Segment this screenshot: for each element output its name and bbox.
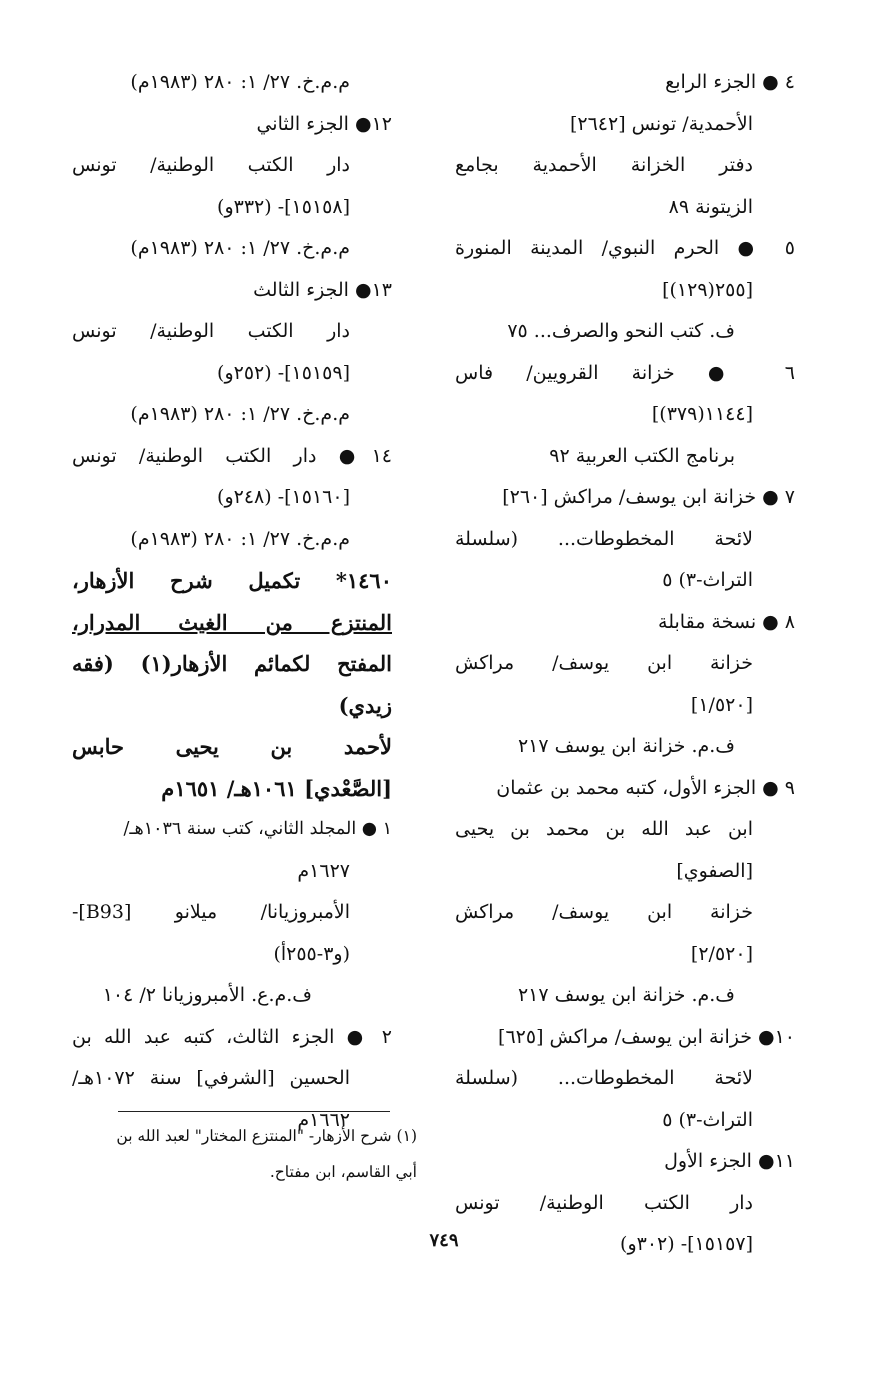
entry-line: ف.م.ع. الأمبروزيانا ٢/ ١٠٤ — [102, 984, 312, 1006]
footnote-line: (١) شرح الأزهار- "المنتزع المختار" لعبد الله بن — [116, 1127, 417, 1145]
entry-line: (و٣-٢٥٥أ) — [273, 942, 350, 965]
entry-line: خزانة ابن يوسف/ مراكش — [455, 901, 753, 923]
entry-line: ١٤٦٠* تكميل شرح الأزهار، — [72, 568, 392, 593]
entry-line: دفتر الخزانة الأحمدية بجامع — [455, 154, 753, 176]
entry-line: دار الكتب الوطنية/ تونس — [72, 154, 350, 176]
entry-line: [٢/٥٢٠] — [690, 942, 753, 965]
entry-line: لائحة المخطوطات... (سلسلة — [455, 527, 753, 550]
entry-line: ٨ ● نسخة مقابلة — [658, 610, 795, 633]
entry-line: خزانة ابن يوسف/ مراكش — [455, 652, 753, 674]
entry-line: [٢٥٥(١٢٩)] — [662, 278, 753, 301]
entry-line: ١٣● الجزء الثالث — [253, 278, 392, 301]
entry-line: ف.م. خزانة ابن يوسف ٢١٧ — [517, 984, 735, 1006]
entry-line: الأمبروزيانا/ ميلانو [B93]- — [72, 901, 350, 923]
entry-line: الحسين [الشرفي] سنة ١٠٧٢هـ/ — [72, 1067, 350, 1089]
entry-line: ١٢● الجزء الثاني — [256, 112, 392, 135]
entry-line: ١٦٢٧م — [297, 859, 350, 882]
entry-line: المنتزع من الغيث المدرار، — [72, 609, 392, 635]
right-column — [455, 62, 795, 1266]
entry-line: ١ ● المجلد الثاني، كتب سنة ١٠٣٦هـ/ — [123, 819, 392, 839]
entry-line: [١١٤٤(٣٧٩)] — [651, 403, 753, 425]
entry-line: التراث-٣) ٥ — [662, 1108, 753, 1131]
entry-line: لأحمد بن يحيى حابس — [72, 734, 392, 759]
entry-line: الأحمدية/ تونس [٢٦٤٢] — [569, 112, 753, 135]
entry-line: المفتح لكمائم الأزهار(١) (فقه — [72, 651, 392, 676]
entry-line: [١٥١٦٠]- (٢٤٨و) — [217, 486, 350, 508]
entry-line: دار الكتب الوطنية/ تونس — [455, 1191, 753, 1214]
entry-line: [١٥١٥٩]- (٢٥٢و) — [217, 361, 350, 384]
entry-line: ١٤● دار الكتب الوطنية/ تونس — [72, 444, 392, 467]
entry-line: م.م.خ. ٢٧/ ١: ٢٨٠ (١٩٨٣م) — [130, 71, 350, 93]
entry-line: ١١● الجزء الأول — [664, 1150, 795, 1172]
entry-line: م.م.خ. ٢٧/ ١: ٢٨٠ (١٩٨٣م) — [130, 527, 350, 550]
entry-line: الزيتونة ٨٩ — [668, 195, 753, 218]
entry-line: التراث-٣) ٥ — [662, 569, 753, 591]
entry-line: م.م.خ. ٢٧/ ١: ٢٨٠ (١٩٨٣م) — [130, 403, 350, 425]
entry-line: [١/٥٢٠] — [690, 693, 753, 716]
entry-line: [الصَّعْدي] ١٠٦١هـ/ ١٦٥١م — [161, 775, 392, 801]
entry-line: ف. كتب النحو والصرف... ٧٥ — [507, 320, 735, 342]
entry-line: زيدي) — [338, 692, 392, 718]
entry-line: ١٦٦٢م — [297, 1108, 350, 1131]
entry-line: ٧ ● خزانة ابن يوسف/ مراكش [٢٦٠] — [502, 486, 795, 508]
footnote-divider — [118, 1111, 390, 1112]
left-column — [72, 62, 392, 1141]
entry-line: [١٥١٥٧]- (٣٠٢و) — [620, 1233, 753, 1255]
entry-line: دار الكتب الوطنية/ تونس — [72, 320, 350, 342]
entry-line: ٥ ● الحرم النبوي/ المدينة المنورة — [455, 237, 795, 259]
entry-line: ١٠● خزانة ابن يوسف/ مراكش [٦٢٥] — [498, 1025, 795, 1048]
entry-line: برنامج الكتب العربية ٩٢ — [549, 444, 735, 467]
footnote — [72, 1118, 417, 1190]
entry-line: لائحة المخطوطات... (سلسلة — [455, 1067, 753, 1089]
entry-line: ف.م. خزانة ابن يوسف ٢١٧ — [517, 735, 735, 757]
entry-line: ابن عبد الله بن محمد بن يحيى — [455, 818, 753, 840]
page-number: ٧٤٩ — [429, 1230, 459, 1251]
entry-line: ٢ ● الجزء الثالث، كتبه عبد الله بن — [72, 1025, 392, 1048]
entry-line: [١٥١٥٨]- (٣٣٢و) — [217, 195, 350, 218]
entry-line: م.م.خ. ٢٧/ ١: ٢٨٠ (١٩٨٣م) — [130, 237, 350, 259]
entry-line: [الصفوي] — [676, 859, 753, 882]
entry-line: ٦ ● خزانة القرويين/ فاس — [455, 361, 795, 384]
entry-line: ٩ ● الجزء الأول، كتبه محمد بن عثمان — [496, 776, 795, 799]
footnote-line: أبي القاسم، ابن مفتاح. — [269, 1163, 417, 1181]
entry-line: ٤ ● الجزء الرابع — [665, 71, 795, 93]
